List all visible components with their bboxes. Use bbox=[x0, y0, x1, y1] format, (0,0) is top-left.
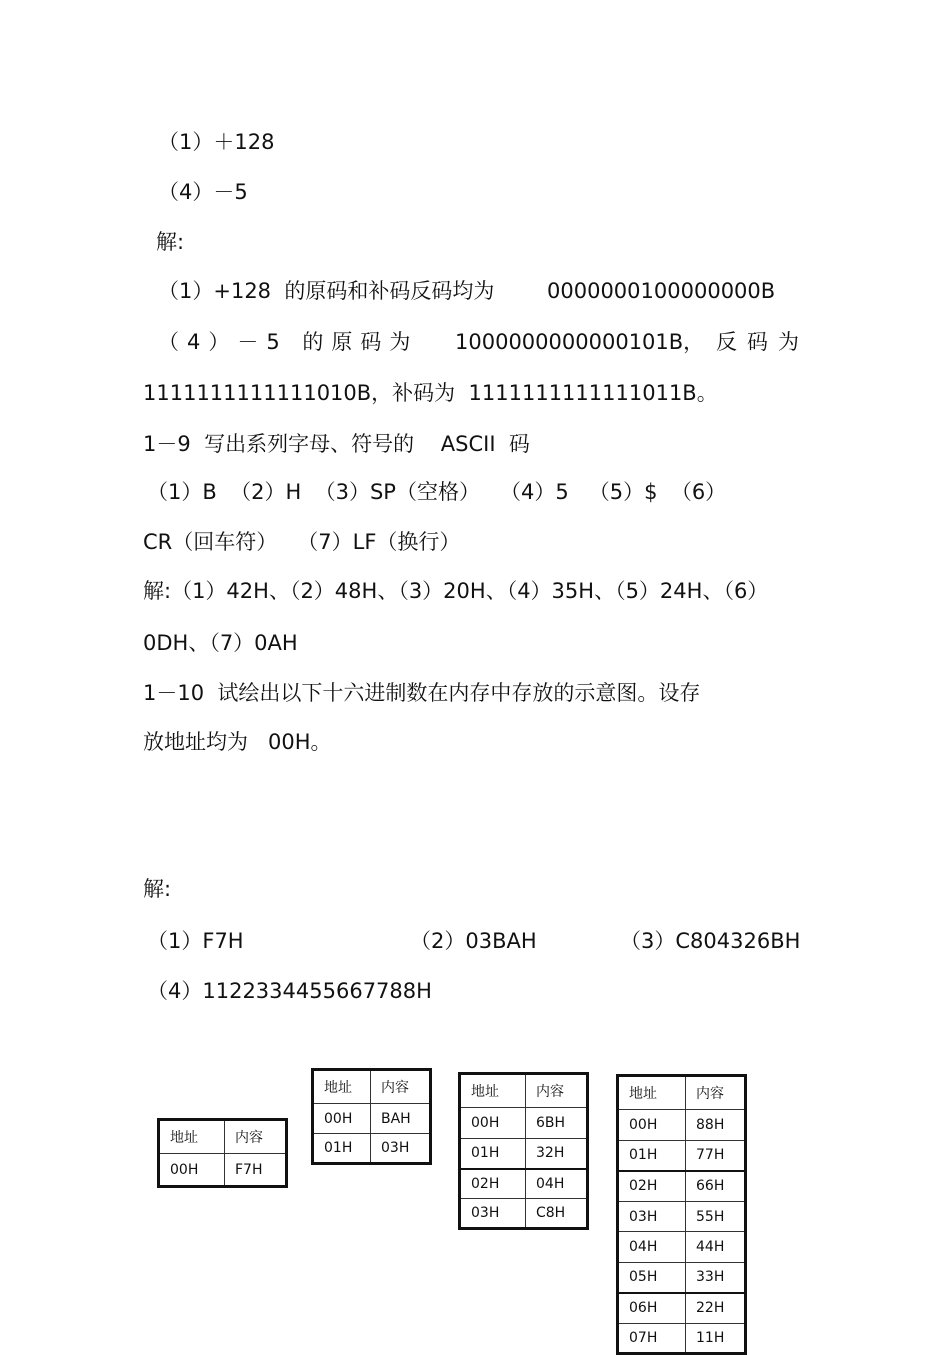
addr-cell: 04H bbox=[618, 1232, 686, 1263]
addr-cell: 00H bbox=[313, 1104, 371, 1134]
content-header: 内容 bbox=[526, 1074, 588, 1108]
answer-minus-5-complements: 1111111111111010B，补码为 1111111111111011B。 bbox=[143, 381, 718, 405]
answer-1-9: 解:（1）42H、（2）48H、（3）20H、（4）35H、（5）24H、（6） bbox=[143, 579, 769, 603]
item-1122334455667788h: （4）1122334455667788H bbox=[147, 979, 432, 1003]
memory-table-03bah bbox=[311, 1068, 432, 1165]
addr-cell: 03H bbox=[460, 1199, 526, 1229]
addr-cell: 07H bbox=[618, 1324, 686, 1354]
value-cell: 03H bbox=[371, 1134, 431, 1164]
solution-label: 解: bbox=[156, 230, 185, 254]
addr-header: 地址 bbox=[460, 1074, 526, 1108]
addr-header: 地址 bbox=[618, 1076, 686, 1110]
addr-cell: 06H bbox=[618, 1293, 686, 1324]
value-cell: 32H bbox=[526, 1139, 588, 1169]
item-minus-5: （4）－5 bbox=[158, 180, 248, 204]
addr-cell: 05H bbox=[618, 1263, 686, 1293]
addr-cell: 00H bbox=[460, 1108, 526, 1139]
solution-label-2: 解: bbox=[143, 877, 172, 901]
answer-minus-5-original: 1000000000000101B， bbox=[455, 330, 705, 354]
memory-table-f7h bbox=[157, 1118, 288, 1188]
addr-cell: 02H bbox=[460, 1169, 526, 1199]
value-cell: 04H bbox=[526, 1169, 588, 1199]
value-cell: C8H bbox=[526, 1199, 588, 1229]
value-cell: 44H bbox=[686, 1232, 746, 1263]
memory-table-1122334455667788h bbox=[616, 1074, 747, 1355]
content-header: 内容 bbox=[225, 1120, 287, 1154]
answer-minus-5-lead: （4）－5 的原码为 bbox=[158, 330, 419, 354]
content-header: 内容 bbox=[371, 1070, 431, 1104]
answer-plus-128-binary: 0000000100000000B bbox=[547, 279, 776, 303]
question-1-10: 1－10 试绘出以下十六进制数在内存中存放的示意图。设存 bbox=[143, 681, 701, 705]
answer-plus-128: （1）+128 的原码和补码反码均为 bbox=[158, 279, 495, 303]
value-cell: 77H bbox=[686, 1141, 746, 1171]
addr-cell: 00H bbox=[159, 1154, 225, 1187]
value-cell: 66H bbox=[686, 1171, 746, 1202]
value-cell: 88H bbox=[686, 1110, 746, 1141]
value-cell: 55H bbox=[686, 1202, 746, 1232]
question-1-9-items-cont: CR（回车符） （7）LF（换行） bbox=[143, 530, 461, 554]
question-1-9: 1－9 写出系列字母、符号的 ASCII 码 bbox=[143, 432, 530, 456]
addr-cell: 01H bbox=[313, 1134, 371, 1164]
memory-table-c804326bh bbox=[458, 1072, 589, 1230]
question-1-9-items: （1）B （2）H （3）SP（空格） （4）5 （5）$ （6） bbox=[147, 480, 727, 504]
addr-cell: 01H bbox=[618, 1141, 686, 1171]
addr-cell: 01H bbox=[460, 1139, 526, 1169]
question-1-10-cont: 放地址均为 00H。 bbox=[143, 730, 332, 754]
answer-minus-5-ones-label: 反码为 bbox=[716, 330, 809, 354]
item-03bah: （2）03BAH bbox=[410, 929, 537, 953]
addr-header: 地址 bbox=[159, 1120, 225, 1154]
item-c804326bh: （3）C804326BH bbox=[620, 929, 801, 953]
value-cell: F7H bbox=[225, 1154, 287, 1187]
value-cell: 6BH bbox=[526, 1108, 588, 1139]
answer-1-9-cont: 0DH、（7）0AH bbox=[143, 631, 298, 655]
addr-cell: 02H bbox=[618, 1171, 686, 1202]
value-cell: BAH bbox=[371, 1104, 431, 1134]
value-cell: 22H bbox=[686, 1293, 746, 1324]
content-header: 内容 bbox=[686, 1076, 746, 1110]
value-cell: 33H bbox=[686, 1263, 746, 1293]
item-f7h: （1）F7H bbox=[147, 929, 244, 953]
item-plus-128: （1）＋128 bbox=[158, 130, 275, 154]
addr-cell: 03H bbox=[618, 1202, 686, 1232]
addr-cell: 00H bbox=[618, 1110, 686, 1141]
addr-header: 地址 bbox=[313, 1070, 371, 1104]
value-cell: 11H bbox=[686, 1324, 746, 1354]
